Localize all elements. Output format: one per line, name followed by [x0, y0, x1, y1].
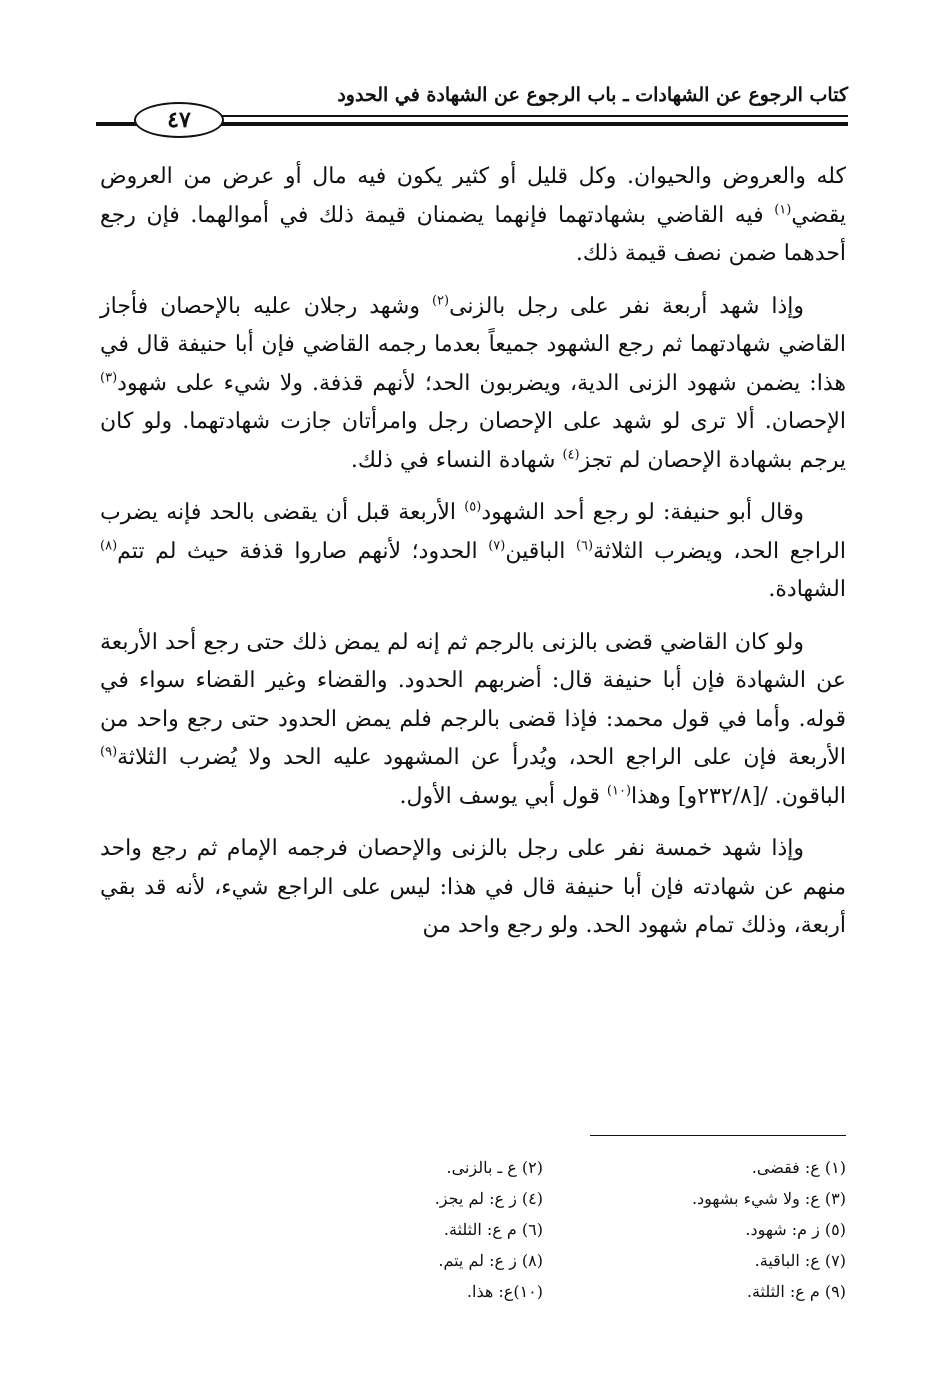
text-run: الحدود؛ لأنهم صاروا قذفة حيث لم تتم	[117, 538, 489, 564]
paragraph-3	[100, 494, 846, 610]
footnote-marker: (١)	[774, 202, 792, 218]
text-run: الشهادة.	[768, 577, 846, 602]
footnote: (٢) ع ـ بالزنى.	[446, 1158, 543, 1177]
text-run: ولو كان القاضي قضى بالزنى بالرجم ثم إنه لم يمض ذلك حتى رجع أحد الأربعة عن الشهادة فإن أبا حنيفة قال: أضربهم الحدود. والقضاء وغير القضاء سواء في قوله. وأما في قول محمد: فإذا قضى بالرجم فلم يمض الحدود حتى رجع واحد من الأربعة فإن على الراجع الحد، ويُدرأ عن المشهود عليه الحد ولا يُضرب الثلاثة	[100, 629, 846, 770]
footnote-marker: (٥)	[464, 499, 482, 515]
footnote-marker: (٩)	[100, 744, 118, 760]
text-run: شهادة النساء في ذلك.	[350, 447, 563, 473]
paragraph-5: وإذا شهد خمسة نفر على رجل بالزنى والإحصان فرجمه الإمام ثم رجع واحد منهم عن شهادته فإن أبا حنيفة قال في هذا: ليس على الراجع شيء، لأنه قد بقي أربعة، وذلك تمام شهود الحد. ولو رجع واحد من	[100, 836, 846, 938]
footnote: (٥) ز م: شهود.	[745, 1220, 846, 1239]
footnote: (٤) ز ع: لم يجز.	[434, 1189, 543, 1208]
text-run: الإحصان. ألا ترى لو شهد على الإحصان رجل وامرأتان جازت شهادتهما. ولو كان يرجم بشهادة الإحصان لم تجز	[100, 409, 846, 473]
footnote-separator	[590, 1135, 846, 1136]
footnote: (١٠)ع: هذا.	[466, 1282, 543, 1301]
footnote-marker: (٤)	[562, 447, 580, 463]
text-run: وقال أبو حنيفة: لو رجع أحد الشهود	[481, 500, 804, 525]
paragraph-1	[100, 158, 846, 274]
text-run: كله والعروض والحيوان. وكل قليل أو كثير يكون فيه مال أو عرض من العروض يقضي	[100, 164, 846, 228]
footnote: (١) ع: فقضى.	[751, 1158, 846, 1177]
footnote-marker: (٨)	[100, 538, 118, 554]
footnote: (٩) م ع: الثلثة.	[746, 1282, 846, 1301]
footnote-marker: (٧)	[488, 538, 506, 554]
footnotes	[280, 1152, 846, 1307]
page-header	[96, 78, 848, 136]
main-text	[100, 158, 846, 960]
footnote: (٦) م ع: الثلثة.	[443, 1220, 543, 1239]
footnote-marker: (٣)	[100, 370, 118, 386]
header-rule-thin	[221, 115, 848, 117]
text-run: وشهد رجلان عليه بالإحصان فأجاز القاضي شهادتهما ثم رجع الشهود جميعاً بعدما رجمه القاضي فإن أبا حنيفة قال في هذا: يضمن شهود الزنى الدية، ويضربون الحد؛ لأنهم قذفة. ولا شيء على شهود	[100, 293, 846, 396]
text-run: وإذا شهد أربعة نفر على رجل بالزنى	[449, 293, 804, 319]
footnote: (٣) ع: ولا شيء بشهود.	[691, 1189, 846, 1208]
footnote: (٧) ع: الباقية.	[754, 1251, 846, 1270]
text-run: الباقين	[505, 538, 576, 564]
paragraph-2	[100, 288, 846, 481]
text-run: الأربعة قبل أن يقضى بالحد فإنه يضرب الراجع الحد، ويضرب الثلاثة	[100, 500, 846, 564]
footnote-marker: (٦)	[575, 538, 594, 554]
footnote-marker: (١٠)	[606, 783, 632, 799]
page-number: ٤٧	[134, 102, 224, 138]
text-run: الباقون. /[٢٣٢/٨و] وهذا	[631, 783, 846, 809]
paragraph-4	[100, 624, 846, 817]
running-title: كتاب الرجوع عن الشهادات ـ باب الرجوع عن الشهادة في الحدود	[337, 84, 848, 106]
text-run: فيه القاضي بشهادتهما فإنهما يضمنان قيمة ذلك في أموالهما. فإن رجع أحدهما ضمن نصف قيمة ذلك.	[100, 202, 846, 266]
footnote-marker: (٢)	[431, 293, 450, 309]
footnote: (٨) ز ع: لم يتم.	[438, 1251, 543, 1270]
text-run: قول أبي يوسف الأول.	[399, 783, 607, 809]
